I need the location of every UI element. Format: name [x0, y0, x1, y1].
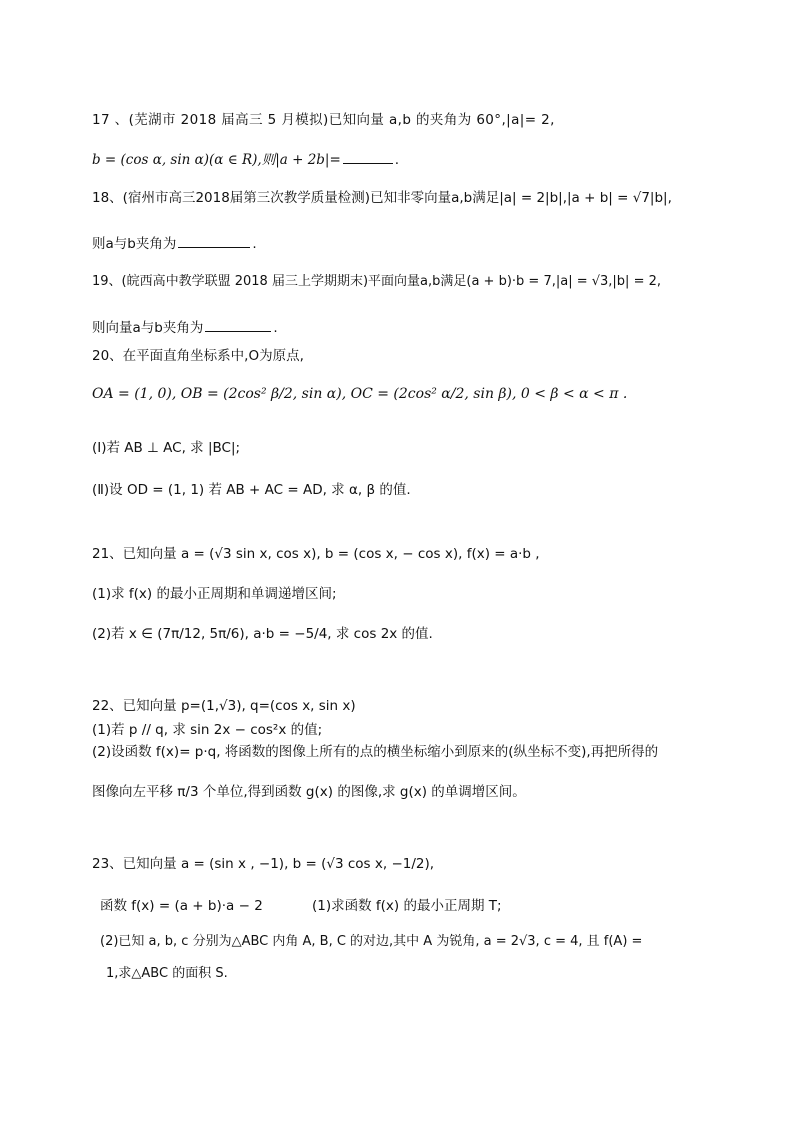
- q19-line2-end: .: [273, 320, 278, 336]
- q20-part1: (I)若 AB ⊥ AC, 求 |BC|;: [92, 440, 241, 456]
- q22-part2b: 图像向左平移 π/3 个单位,得到函数 g(x) 的图像,求 g(x) 的单调增区间。: [92, 784, 526, 800]
- q18-line2-end: .: [252, 236, 257, 252]
- q20-line2: OA = (1, 0), OB = (2cos² β/2, sin α), OC = (2cos² α/2, sin β), 0 < β < α < π .: [92, 386, 628, 402]
- q20-line1: 20、在平面直角坐标系中,O为原点,: [92, 348, 304, 364]
- q17-line2-end: .: [394, 152, 400, 168]
- q21-part2: (2)若 x ∈ (7π/12, 5π/6), a·b = −5/4, 求 cos 2x 的值.: [92, 626, 433, 642]
- q23-line2: [100, 896, 714, 916]
- q23-line2-part1: (1)求函数 f(x) 的最小正周期 T;: [312, 898, 502, 914]
- q23-part2a: (2)已知 a, b, c 分别为△ABC 内角 A, B, C 的对边,其中 A 为锐角, a = 2√3, c = 4, 且 f(A) =: [100, 934, 643, 949]
- q19-line2: [92, 318, 714, 338]
- q18-line2-text: 则a与b夹角为: [92, 236, 177, 252]
- q20-part2: (Ⅱ)设 OD = (1, 1) 若 AB + AC = AD, 求 α, β 的值.: [92, 482, 411, 498]
- q22-part2a: (2)设函数 f(x)= p·q, 将函数的图像上所有的点的横坐标缩小到原来的(纵坐标不变),再把所得的: [92, 744, 659, 760]
- q18-answer-blank: [178, 247, 250, 248]
- q18-line2: [92, 234, 714, 254]
- q23-line2-function: 函数 f(x) = (a + b)·a − 2: [100, 898, 263, 914]
- q22-part1: (1)若 p // q, 求 sin 2x − cos²x 的值;: [92, 722, 323, 738]
- q21-part1: (1)求 f(x) 的最小正周期和单调递增区间;: [92, 586, 337, 602]
- q17-line1: 17 、(芜湖市 2018 届高三 5 月模拟)已知向量 a,b 的夹角为 60°,|a|= 2,: [92, 112, 555, 128]
- q19-line1: 19、(皖西高中教学联盟 2018 届三上学期期末)平面向量a,b满足(a + b)·b = 7,|a| = √3,|b| = 2,: [92, 274, 661, 289]
- q18-line1: 18、(宿州市高三2018届第三次教学质量检测)已知非零向量a,b满足|a| = 2|b|,|a + b| = √7|b|,: [92, 190, 672, 206]
- q23-line1: 23、已知向量 a = (sin x , −1), b = (√3 cos x, −1/2),: [92, 856, 435, 872]
- q17-line2-text: b = (cos α, sin α)(α ∈ R),则|a + 2b|=: [92, 152, 341, 168]
- q17-line2: [92, 150, 714, 170]
- q23-part2b: 1,求△ABC 的面积 S.: [106, 966, 228, 981]
- q21-line1: 21、已知向量 a = (√3 sin x, cos x), b = (cos x, − cos x), f(x) = a·b ,: [92, 546, 540, 562]
- q19-answer-blank: [205, 331, 271, 332]
- q22-line1: 22、已知向量 p=(1,√3), q=(cos x, sin x): [92, 698, 356, 714]
- q19-line2-text: 则向量a与b夹角为: [92, 320, 204, 336]
- q17-answer-blank: [343, 163, 393, 164]
